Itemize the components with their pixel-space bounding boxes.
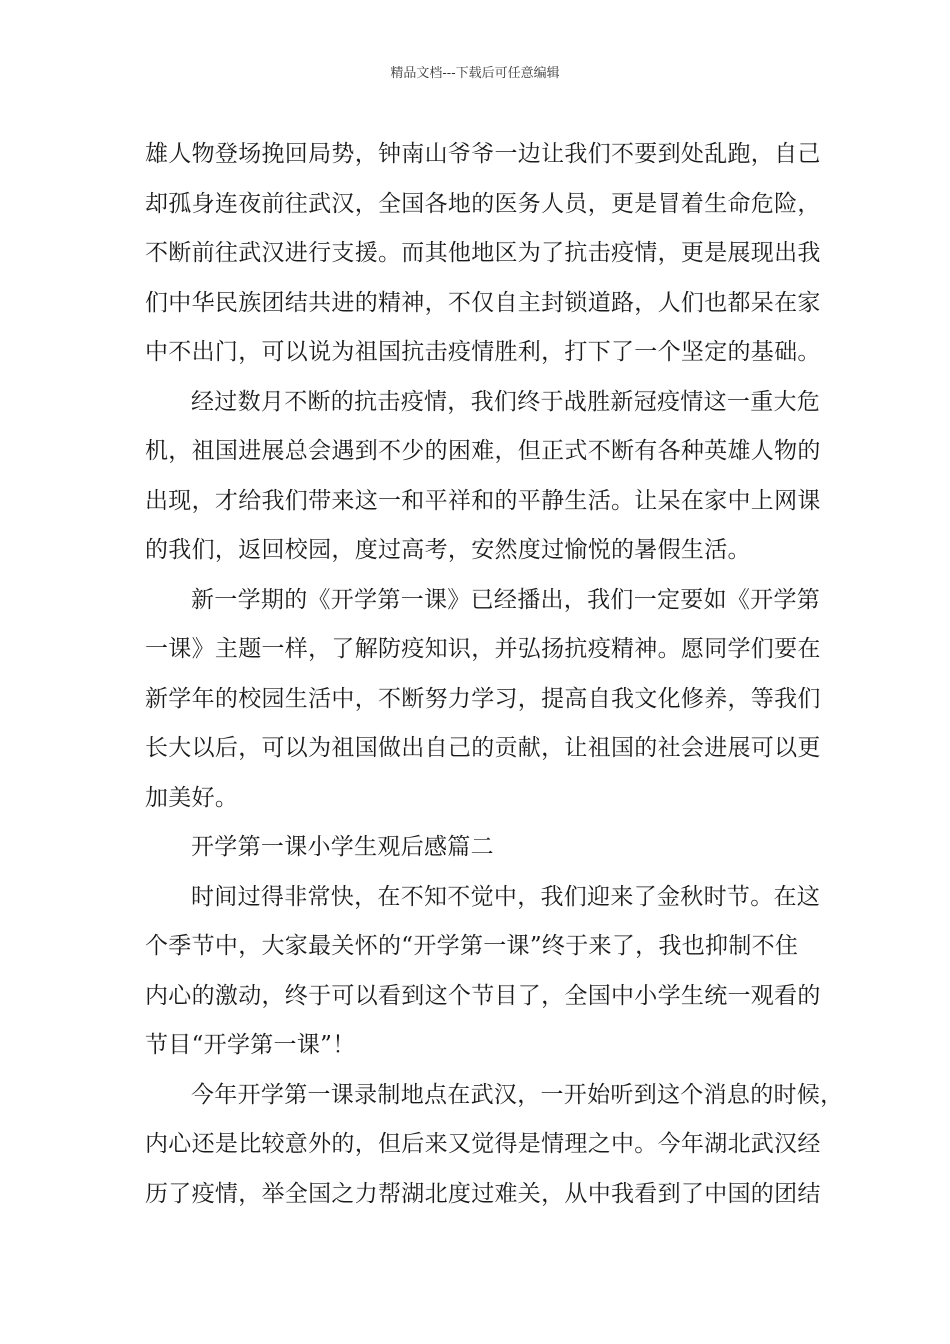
text-line: 历了疫情，举全国之力帮湖北度过难关，从中我看到了中国的团结 [145, 1180, 821, 1207]
section-heading: 开学第一课小学生观后感篇二 [191, 834, 494, 860]
text-line: 内心还是比较意外的，但后来又觉得是情理之中。今年湖北武汉经 [145, 1131, 821, 1157]
text-line: 今年开学第一课录制地点在武汉，一开始听到这个消息的时候， [191, 1081, 844, 1108]
text-line: 的我们，返回校园，度过高考，安然度过愉悦的暑假生活。 [145, 537, 751, 563]
text-line: 长大以后，可以为祖国做出自己的贡献，让祖国的社会进展可以更 [145, 735, 821, 761]
text-line: 机，祖国进展总会遇到不少的困难，但正式不断有各种英雄人物的 [145, 438, 821, 464]
text-line: 一课》主题一样，了解防疫知识，并弘扬抗疫精神。愿同学们要在 [145, 636, 821, 662]
page-header: 精品文档---下载后可任意编辑 [390, 66, 560, 81]
text-line: 新一学期的《开学第一课》已经播出，我们一定要如《开学第 [191, 586, 821, 613]
text-line: 中不出门，可以说为祖国抗击疫情胜利，打下了一个坚定的基础。 [145, 339, 821, 365]
text-line: 经过数月不断的抗击疫情，我们终于战胜新冠疫情这一重大危 [191, 388, 821, 415]
text-line: 雄人物登场挽回局势，钟南山爷爷一边让我们不要到处乱跑，自己 [145, 141, 821, 167]
text-line: 时间过得非常快，在不知不觉中，我们迎来了金秋时节。在这 [191, 883, 821, 910]
text-line: 个季节中，大家最关怀的“开学第一课”终于来了，我也抑制不住 [145, 933, 799, 959]
document-body [145, 130, 844, 1219]
text-line: 出现，才给我们带来这一和平祥和的平静生活。让呆在家中上网课 [145, 487, 821, 514]
text-line: 不断前往武汉进行支援。而其他地区为了抗击疫情，更是展现出我 [145, 240, 821, 266]
text-line: 节目“开学第一课”！ [145, 1032, 356, 1058]
text-line: 新学年的校园生活中，不断努力学习，提高自我文化修养，等我们 [145, 685, 821, 712]
text-line: 们中华民族团结共进的精神，不仅自主封锁道路，人们也都呆在家 [145, 289, 821, 316]
text-line: 内心的激动，终于可以看到这个节目了，全国中小学生统一观看的 [145, 982, 821, 1009]
text-line: 加美好。 [145, 784, 239, 811]
text-line: 却孤身连夜前往武汉，全国各地的医务人员，更是冒着生命危险， [145, 190, 821, 217]
